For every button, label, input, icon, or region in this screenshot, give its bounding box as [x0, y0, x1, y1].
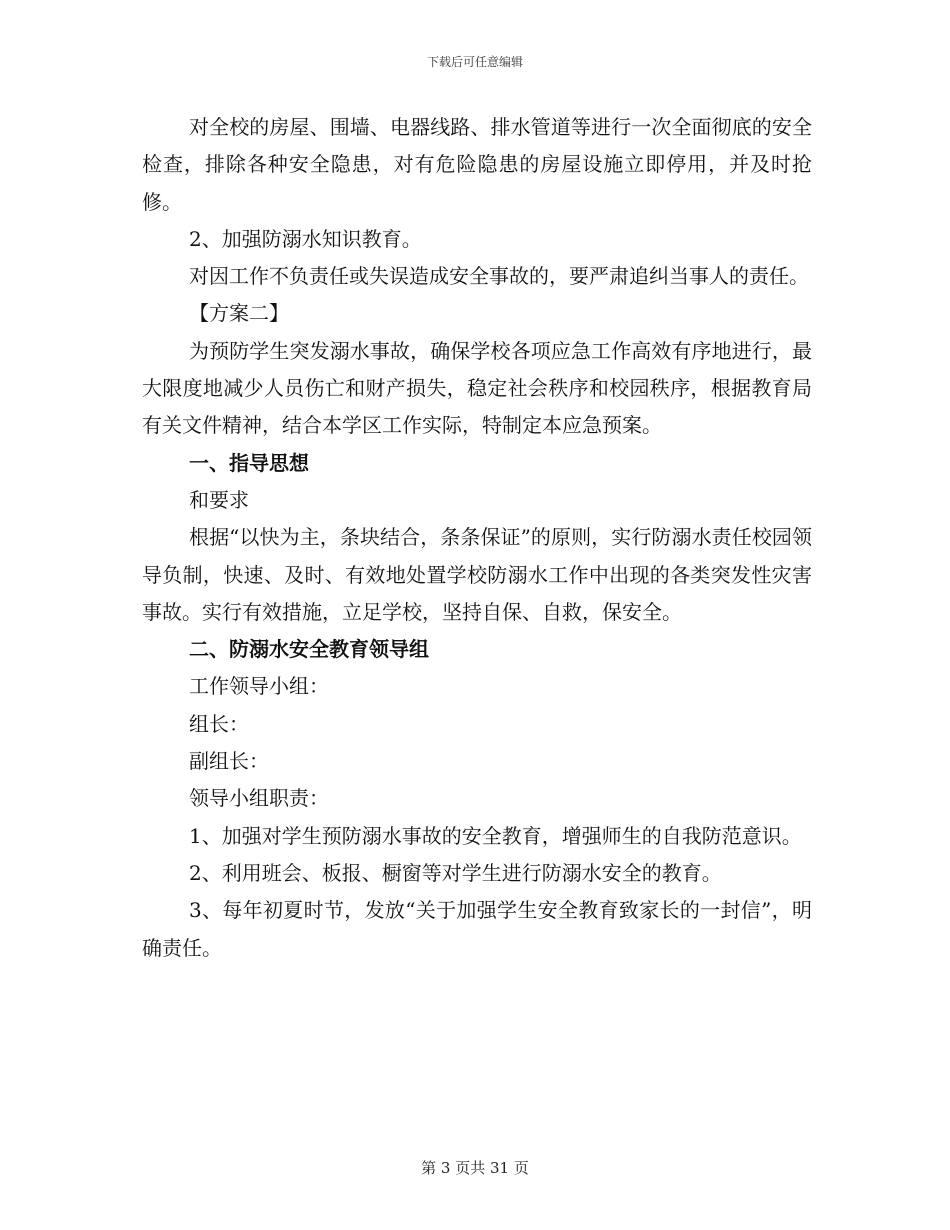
paragraph: 2、加强防溺水知识教育。 [189, 226, 422, 251]
paragraph: 根据“以快为主，条块结合，条条保证”的原则，实行防溺水责任校园领导负制，快速、及时、有效地处置学校防溺水工作中出现的各类突发性灾害事故。实行有效措施，立足学校，坚持自保、自救，保安全。 [142, 525, 812, 624]
paragraph: 对因工作不负责任或失误造成安全事故的，要严肃追纠当事人的责任。 [189, 264, 809, 289]
section-label: 【方案二】 [189, 301, 289, 326]
section-heading: 一、指导思想 [189, 450, 309, 475]
list-item: 3、每年初夏时节，发放“关于加强学生安全教育致家长的一封信”，明确责任。 [142, 898, 812, 960]
document-body [142, 109, 812, 967]
list-item: 1、加强对学生预防溺水事故的安全教育，增强师生的自我防范意识。 [189, 823, 802, 848]
paragraph: 和要求 [189, 487, 249, 512]
page-header: 下载后可任意编辑 [426, 55, 523, 69]
paragraph: 为预防学生突发溺水事故，确保学校各项应急工作高效有序地进行，最大限度地减少人员伤亡和财产损失，稳定社会秩序和校园秩序，根据教育局有关文件精神，结合本学区工作实际，特制定本应急预案。 [142, 338, 812, 438]
paragraph: 工作领导小组： [189, 674, 329, 699]
paragraph: 组长： [189, 711, 249, 736]
section-heading: 二、防溺水安全教育领导组 [189, 637, 429, 662]
paragraph: 领导小组职责： [189, 786, 329, 811]
paragraph: 对全校的房屋、围墙、电器线路、排水管道等进行一次全面彻底的安全检查，排除各种安全隐患，对有危险隐患的房屋设施立即停用，并及时抢修。 [142, 115, 812, 214]
list-item: 2、利用班会、板报、橱窗等对学生进行防溺水安全的教育。 [189, 860, 722, 885]
paragraph: 副组长： [189, 749, 269, 774]
page-footer: 第 3 页共 31 页 [421, 1159, 529, 1177]
